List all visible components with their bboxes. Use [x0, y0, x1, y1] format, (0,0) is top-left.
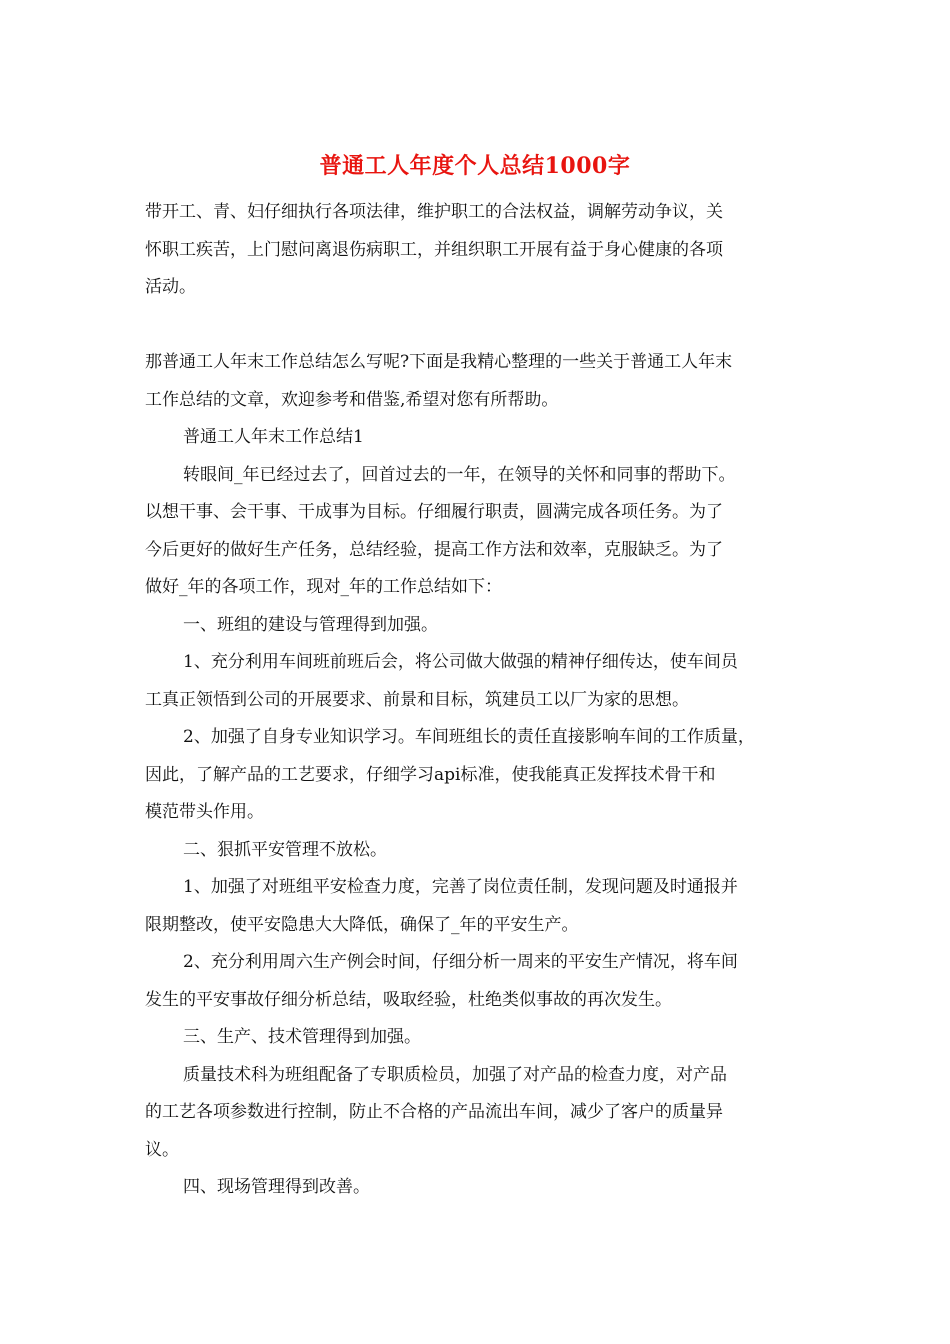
section1-item2-line-2: 因此，了解产品的工艺要求，仔细学习api标准，使我能真正发挥技术骨干和	[145, 764, 716, 785]
section1-item2-line-3: 模范带头作用。	[145, 802, 264, 822]
opening-line-2: 以想干事、会干事、干成事为目标。仔细履行职责，圆满完成各项任务。为了	[145, 502, 723, 522]
section2-item2-line-1: 2、充分利用周六生产例会时间，仔细分析一周来的平安生产情况，将车间	[183, 952, 738, 972]
document-title: 普通工人年度个人总结1000字	[319, 153, 631, 179]
paragraph-gap	[145, 307, 810, 345]
article-title: 普通工人年末工作总结1	[183, 427, 364, 447]
section1-item1-line-1: 1、充分利用车间班前班后会，将公司做大做强的精神仔细传达，使车间员	[183, 652, 738, 672]
section2-item1-line-2: 限期整改，使平安隐患大大降低，确保了_年的平安生产。	[145, 914, 579, 935]
section3-heading: 三、生产、技术管理得到加强。	[183, 1027, 421, 1047]
document-body	[145, 194, 810, 1207]
section2-item2-line-2: 发生的平安事故仔细分析总结，吸取经验，杜绝类似事故的再次发生。	[145, 989, 672, 1010]
opening-line-4: 做好_年的各项工作，现对_年的工作总结如下：	[145, 577, 502, 597]
intro-line-3: 活动。	[145, 277, 196, 297]
section3-para-line-1: 质量技术科为班组配备了专职质检员，加强了对产品的检查力度，对产品	[183, 1064, 727, 1085]
opening-line-3: 今后更好的做好生产任务，总结经验，提高工作方法和效率，克服缺乏。为了	[145, 539, 723, 560]
section1-heading: 一、班组的建设与管理得到加强。	[183, 614, 438, 635]
preface-line-2: 工作总结的文章，欢迎参考和借鉴,希望对您有所帮助。	[145, 389, 559, 410]
opening-line-1: 转眼间_年已经过去了，回首过去的一年，在领导的关怀和同事的帮助下。	[183, 464, 736, 485]
section3-para-line-2: 的工艺各项参数进行控制，防止不合格的产品流出车间，减少了客户的质量异	[145, 1102, 723, 1122]
section1-item1-line-2: 工真正领悟到公司的开展要求、前景和目标，筑建员工以厂为家的思想。	[145, 689, 689, 710]
section4-heading: 四、现场管理得到改善。	[183, 1177, 370, 1197]
section2-item1-line-1: 1、加强了对班组平安检查力度，完善了岗位责任制，发现问题及时通报并	[183, 877, 738, 897]
section3-para-line-3: 议。	[145, 1139, 179, 1160]
section2-heading: 二、狠抓平安管理不放松。	[183, 839, 387, 860]
section1-item2-line-1: 2、加强了自身专业知识学习。车间班组长的责任直接影响车间的工作质量，	[183, 727, 755, 747]
intro-line-2: 怀职工疾苦，上门慰问离退伤病职工，并组织职工开展有益于身心健康的各项	[145, 239, 723, 260]
preface-line-1: 那普通工人年末工作总结怎么写呢?下面是我精心整理的一些关于普通工人年末	[145, 352, 733, 372]
intro-line-1: 带开工、青、妇仔细执行各项法律，维护职工的合法权益，调解劳动争议，关	[145, 202, 723, 222]
